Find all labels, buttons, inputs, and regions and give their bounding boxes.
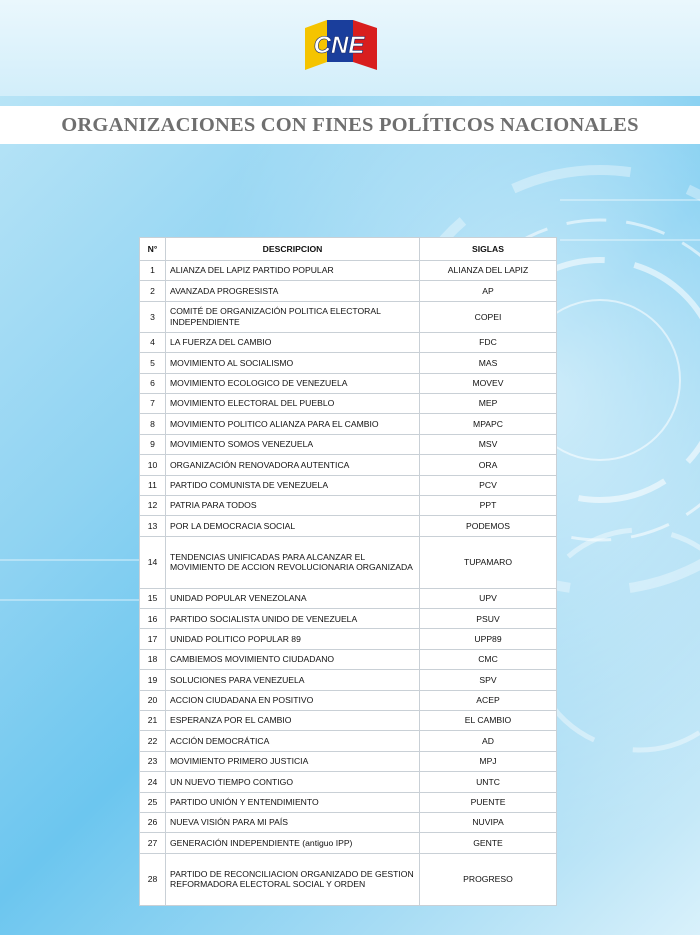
table-row bbox=[140, 731, 557, 751]
table-row bbox=[140, 690, 557, 710]
row-number: 27 bbox=[140, 833, 166, 853]
row-acronym: MEP bbox=[420, 393, 557, 413]
cne-logo bbox=[297, 20, 383, 77]
row-number: 1 bbox=[140, 261, 166, 281]
row-description: MOVIMIENTO SOMOS VENEZUELA bbox=[166, 434, 420, 454]
row-acronym: NUVIPA bbox=[420, 812, 557, 832]
row-number: 28 bbox=[140, 853, 166, 905]
row-description: COMITÉ DE ORGANIZACIÓN POLITICA ELECTORAL INDEPENDIENTE bbox=[166, 301, 420, 332]
row-description: CAMBIEMOS MOVIMIENTO CIUDADANO bbox=[166, 649, 420, 669]
row-acronym: SPV bbox=[420, 670, 557, 690]
row-acronym: UPV bbox=[420, 588, 557, 608]
row-acronym: PUENTE bbox=[420, 792, 557, 812]
row-description: PATRIA PARA TODOS bbox=[166, 495, 420, 515]
table-row bbox=[140, 495, 557, 515]
row-number: 22 bbox=[140, 731, 166, 751]
row-acronym: MSV bbox=[420, 434, 557, 454]
table-row bbox=[140, 833, 557, 853]
row-description: ACCION CIUDADANA EN POSITIVO bbox=[166, 690, 420, 710]
row-acronym: FDC bbox=[420, 332, 557, 352]
row-acronym: AD bbox=[420, 731, 557, 751]
row-description: UN NUEVO TIEMPO CONTIGO bbox=[166, 772, 420, 792]
row-description: PARTIDO UNIÓN Y ENTENDIMIENTO bbox=[166, 792, 420, 812]
row-acronym: ORA bbox=[420, 455, 557, 475]
row-number: 4 bbox=[140, 332, 166, 352]
row-number: 23 bbox=[140, 751, 166, 771]
table-row bbox=[140, 373, 557, 393]
row-description: MOVIMIENTO ECOLOGICO DE VENEZUELA bbox=[166, 373, 420, 393]
table-row bbox=[140, 772, 557, 792]
row-number: 20 bbox=[140, 690, 166, 710]
table-row bbox=[140, 609, 557, 629]
row-number: 25 bbox=[140, 792, 166, 812]
row-number: 7 bbox=[140, 393, 166, 413]
table-row bbox=[140, 434, 557, 454]
table-row bbox=[140, 588, 557, 608]
row-number: 24 bbox=[140, 772, 166, 792]
row-number: 3 bbox=[140, 301, 166, 332]
row-acronym: PPT bbox=[420, 495, 557, 515]
row-acronym: GENTE bbox=[420, 833, 557, 853]
header-num: N° bbox=[140, 238, 166, 261]
row-description: ESPERANZA POR EL CAMBIO bbox=[166, 711, 420, 731]
row-acronym: PCV bbox=[420, 475, 557, 495]
row-description: MOVIMIENTO POLITICO ALIANZA PARA EL CAMBIO bbox=[166, 414, 420, 434]
row-acronym: MOVEV bbox=[420, 373, 557, 393]
row-acronym: MAS bbox=[420, 353, 557, 373]
row-number: 15 bbox=[140, 588, 166, 608]
row-description: UNIDAD POPULAR VENEZOLANA bbox=[166, 588, 420, 608]
row-acronym: PSUV bbox=[420, 609, 557, 629]
title-bar bbox=[0, 106, 700, 144]
table-row bbox=[140, 853, 557, 905]
row-description: ACCIÓN DEMOCRÁTICA bbox=[166, 731, 420, 751]
table-row bbox=[140, 751, 557, 771]
header-desc: DESCRIPCION bbox=[166, 238, 420, 261]
row-number: 9 bbox=[140, 434, 166, 454]
table-row bbox=[140, 301, 557, 332]
row-description: ALIANZA DEL LAPIZ PARTIDO POPULAR bbox=[166, 261, 420, 281]
row-number: 19 bbox=[140, 670, 166, 690]
row-description: MOVIMIENTO PRIMERO JUSTICIA bbox=[166, 751, 420, 771]
row-acronym: TUPAMARO bbox=[420, 536, 557, 588]
row-description: POR LA DEMOCRACIA SOCIAL bbox=[166, 516, 420, 536]
table-row bbox=[140, 332, 557, 352]
table-row bbox=[140, 670, 557, 690]
row-acronym: ACEP bbox=[420, 690, 557, 710]
row-acronym: MPAPC bbox=[420, 414, 557, 434]
table-row bbox=[140, 455, 557, 475]
row-acronym: PROGRESO bbox=[420, 853, 557, 905]
row-number: 13 bbox=[140, 516, 166, 536]
table-row bbox=[140, 281, 557, 301]
row-number: 5 bbox=[140, 353, 166, 373]
row-description: UNIDAD POLITICO POPULAR 89 bbox=[166, 629, 420, 649]
row-acronym: EL CAMBIO bbox=[420, 711, 557, 731]
row-acronym: PODEMOS bbox=[420, 516, 557, 536]
table-row bbox=[140, 516, 557, 536]
header-sig: SIGLAS bbox=[420, 238, 557, 261]
table-row bbox=[140, 261, 557, 281]
row-number: 17 bbox=[140, 629, 166, 649]
table-row bbox=[140, 414, 557, 434]
row-number: 2 bbox=[140, 281, 166, 301]
row-description: MOVIMIENTO ELECTORAL DEL PUEBLO bbox=[166, 393, 420, 413]
row-description: AVANZADA PROGRESISTA bbox=[166, 281, 420, 301]
row-number: 8 bbox=[140, 414, 166, 434]
row-description: TENDENCIAS UNIFICADAS PARA ALCANZAR EL MOVIMIENTO DE ACCION REVOLUCIONARIA ORGANIZADA bbox=[166, 536, 420, 588]
row-acronym: COPEI bbox=[420, 301, 557, 332]
table-row bbox=[140, 792, 557, 812]
table-header-row bbox=[140, 238, 557, 261]
row-description: PARTIDO DE RECONCILIACION ORGANIZADO DE GESTION REFORMADORA ELECTORAL SOCIAL Y ORDEN bbox=[166, 853, 420, 905]
table-row bbox=[140, 393, 557, 413]
row-number: 14 bbox=[140, 536, 166, 588]
svg-text:CNE: CNE bbox=[313, 32, 365, 59]
table-row bbox=[140, 812, 557, 832]
row-description: ORGANIZACIÓN RENOVADORA AUTENTICA bbox=[166, 455, 420, 475]
table-row bbox=[140, 353, 557, 373]
row-description: PARTIDO COMUNISTA DE VENEZUELA bbox=[166, 475, 420, 495]
table-row bbox=[140, 711, 557, 731]
row-acronym: UPP89 bbox=[420, 629, 557, 649]
row-number: 16 bbox=[140, 609, 166, 629]
row-number: 26 bbox=[140, 812, 166, 832]
row-number: 11 bbox=[140, 475, 166, 495]
table-row bbox=[140, 629, 557, 649]
row-acronym: CMC bbox=[420, 649, 557, 669]
row-number: 12 bbox=[140, 495, 166, 515]
table-row bbox=[140, 536, 557, 588]
row-number: 18 bbox=[140, 649, 166, 669]
row-description: NUEVA VISIÓN PARA MI PAÍS bbox=[166, 812, 420, 832]
table-row bbox=[140, 475, 557, 495]
page-title: ORGANIZACIONES CON FINES POLÍTICOS NACIONALES bbox=[61, 113, 639, 136]
row-acronym: UNTC bbox=[420, 772, 557, 792]
row-description: SOLUCIONES PARA VENEZUELA bbox=[166, 670, 420, 690]
row-description: MOVIMIENTO AL SOCIALISMO bbox=[166, 353, 420, 373]
organizations-table bbox=[139, 237, 556, 906]
row-acronym: ALIANZA DEL LAPIZ bbox=[420, 261, 557, 281]
row-number: 6 bbox=[140, 373, 166, 393]
row-acronym: AP bbox=[420, 281, 557, 301]
row-number: 10 bbox=[140, 455, 166, 475]
row-number: 21 bbox=[140, 711, 166, 731]
row-description: LA FUERZA DEL CAMBIO bbox=[166, 332, 420, 352]
row-description: PARTIDO SOCIALISTA UNIDO DE VENEZUELA bbox=[166, 609, 420, 629]
row-acronym: MPJ bbox=[420, 751, 557, 771]
row-description: GENERACIÓN INDEPENDIENTE (antiguo IPP) bbox=[166, 833, 420, 853]
table-row bbox=[140, 649, 557, 669]
